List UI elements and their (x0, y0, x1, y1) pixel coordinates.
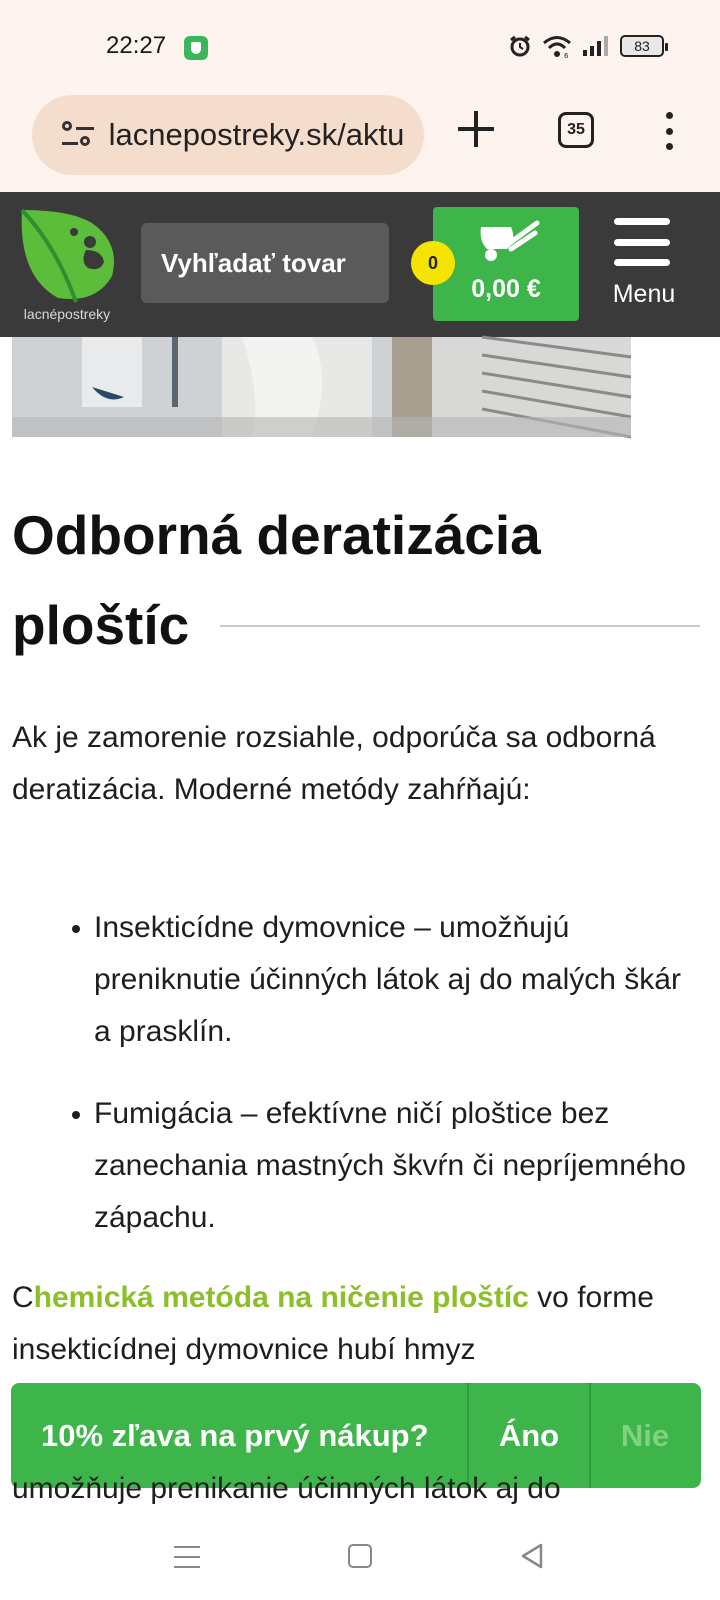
list-item (94, 902, 704, 1058)
list-item-text: Insekticídne dymovnice – umožňujú preniknutie účinných látok aj do malých škár a prasklín. (94, 911, 681, 1048)
cart-count-badge: 0 (411, 241, 455, 285)
alarm-icon (508, 34, 532, 58)
home-icon[interactable] (348, 1544, 372, 1568)
method-list (94, 902, 704, 1244)
heading-divider (220, 625, 700, 627)
address-bar[interactable] (32, 95, 424, 175)
list-item (94, 1088, 704, 1244)
bullet-icon (72, 925, 80, 933)
recent-apps-icon[interactable] (174, 1546, 200, 1568)
url-text[interactable]: lacnepostreky.sk/aktu (108, 117, 405, 152)
article-intro: Ak je zamorenie rozsiahle, odporúča sa odborná deratizácia. Moderné metódy zahŕňajú: (12, 721, 656, 806)
promo-question: 10% zľava na prvý nákup? (11, 1383, 469, 1488)
search-input[interactable]: Vyhľadať tovar (141, 223, 389, 303)
browser-toolbar (0, 95, 720, 192)
partial-line-text: umožňuje prenikanie účinných látok aj do (12, 1472, 561, 1505)
list-item-text: Fumigácia – efektívne ničí ploštice bez zanechania mastných škvŕn či nepríjemného zápachu. (94, 1097, 686, 1234)
pest-control-photo (12, 337, 631, 437)
cart-total: 0,00 € (471, 275, 541, 303)
status-icons (508, 34, 664, 58)
promo-no-button[interactable]: Nie (620, 1417, 670, 1453)
status-time: 22:27 (106, 32, 167, 59)
menu-label: Menu (612, 280, 676, 308)
paragraph-text: vo forme insekticídnej dymovnice hubí hmyz (12, 1281, 654, 1366)
paragraph-prefix: C (12, 1281, 34, 1314)
status-bar (0, 0, 720, 95)
leaf-logo-icon (16, 206, 118, 306)
wheelbarrow-icon (477, 219, 539, 263)
article-image (12, 337, 631, 437)
article-heading: Odborná deratizácia ploštíc (12, 504, 541, 656)
battery-icon: 83 (620, 35, 664, 57)
back-icon[interactable] (520, 1543, 544, 1569)
site-header (0, 192, 720, 337)
new-tab-button[interactable] (456, 109, 496, 149)
svg-text:6: 6 (564, 52, 569, 60)
partial-paragraph-line (12, 1472, 702, 1512)
promo-yes-button[interactable]: Áno (469, 1383, 591, 1488)
article-paragraph (12, 1272, 702, 1376)
site-settings-icon[interactable] (62, 120, 93, 150)
menu-button[interactable] (604, 210, 684, 320)
shield-icon (184, 36, 208, 60)
system-nav-bar (0, 1512, 720, 1600)
chemical-method-link[interactable]: hemická metóda na ničenie ploštíc (33, 1281, 529, 1314)
site-logo[interactable] (16, 206, 118, 324)
logo-text: lacnépostreky (23, 306, 111, 322)
hamburger-icon (614, 218, 670, 266)
bullet-icon (72, 1111, 80, 1119)
tab-switcher-button[interactable]: 35 (558, 112, 594, 148)
signal-icon (582, 34, 610, 58)
browser-menu-button[interactable] (664, 112, 674, 150)
wifi-icon (542, 34, 572, 58)
